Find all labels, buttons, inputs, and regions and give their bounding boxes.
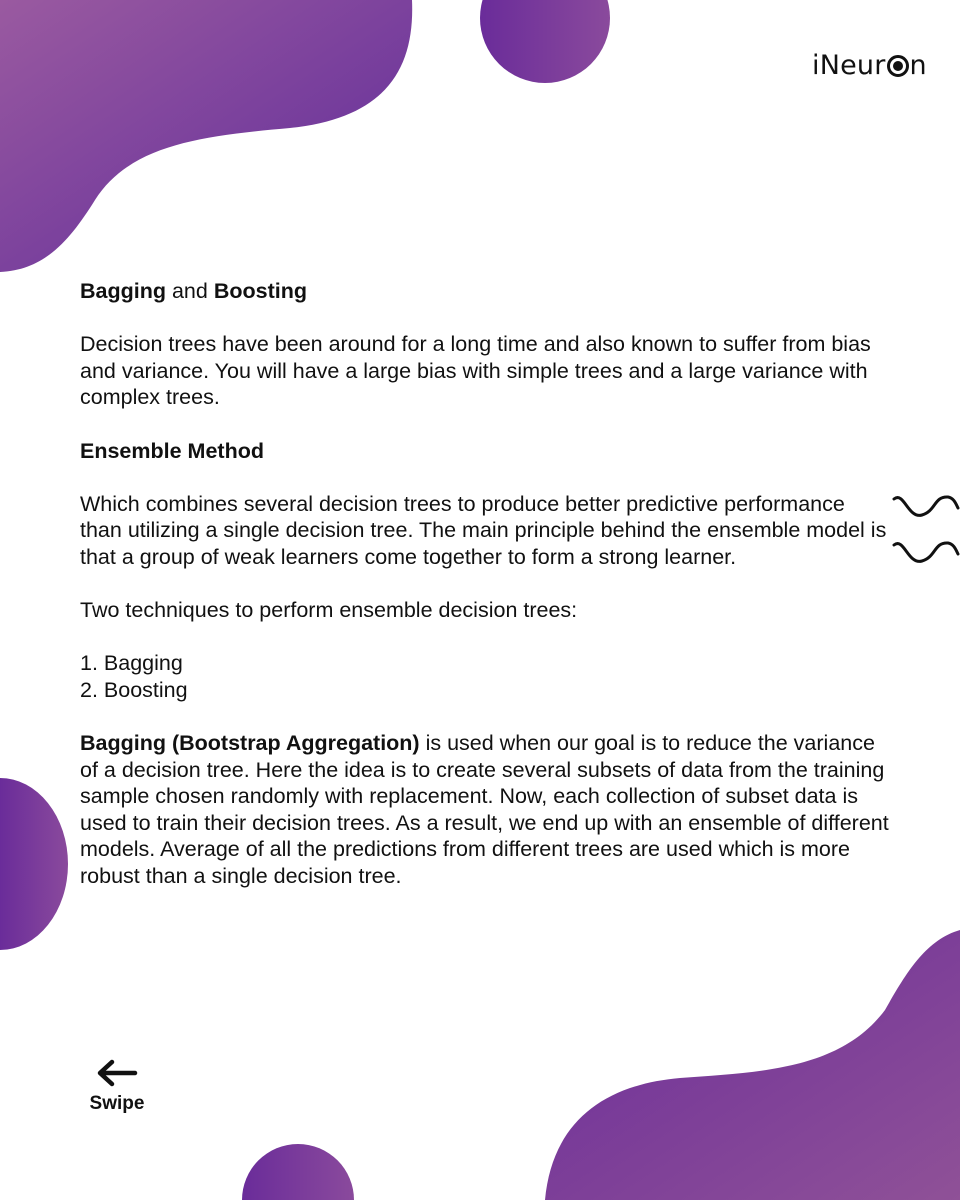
title-boosting: Boosting (213, 279, 307, 303)
ensemble-heading (80, 438, 890, 465)
techniques-list (80, 650, 890, 703)
logo-o-icon (887, 55, 909, 77)
swipe-label: Swipe (89, 1093, 145, 1114)
title-bagging: Bagging (80, 279, 166, 303)
logo-text-prefix: iNeur (812, 50, 886, 81)
top-circle (480, 0, 610, 83)
intro-paragraph: Decision trees have been around for a long time and also known to suffer from bias and variance. You will have a large bias with simple trees and a large variance with complex trees. (80, 332, 871, 410)
top-left-blob (0, 0, 412, 272)
left-half-circle (0, 778, 68, 950)
page-title (80, 278, 890, 305)
techniques-intro: Two techniques to perform ensemble decision trees: (80, 598, 578, 623)
bottom-circle (242, 1144, 354, 1200)
squiggle-icon (892, 494, 960, 520)
bagging-body: is used when our goal is to reduce the variance of a decision tree. Here the idea is to create several subsets of data from the training sample chosen randomly with replacement. Now, each collection of subset data is used to train their decision trees. As a result, we end up with an ensemble of different models. Average of all the predictions from different trees are used which is more robust than a single decision tree. (80, 731, 889, 889)
logo-text-suffix: n (909, 50, 927, 81)
swipe-indicator[interactable] (84, 1058, 150, 1115)
ensemble-paragraph: Which combines several decision trees to produce better predictive performance than utilizing a single decision tree. The main principle behind the ensemble model is that a group of weak learners come together to form a strong learner. (80, 491, 887, 569)
arrow-left-icon (95, 1058, 139, 1088)
list-item: 2. Boosting (80, 677, 188, 702)
bottom-right-blob (545, 930, 960, 1200)
bagging-term: Bagging (Bootstrap Aggregation) (80, 731, 420, 756)
squiggle-icon (892, 540, 960, 566)
list-item: 1. Bagging (80, 651, 183, 676)
ensemble-heading-text: Ensemble Method (80, 438, 264, 463)
bagging-paragraph (80, 730, 890, 890)
brand-logo (812, 50, 927, 81)
article-body (80, 278, 890, 916)
title-connector: and (166, 279, 214, 303)
